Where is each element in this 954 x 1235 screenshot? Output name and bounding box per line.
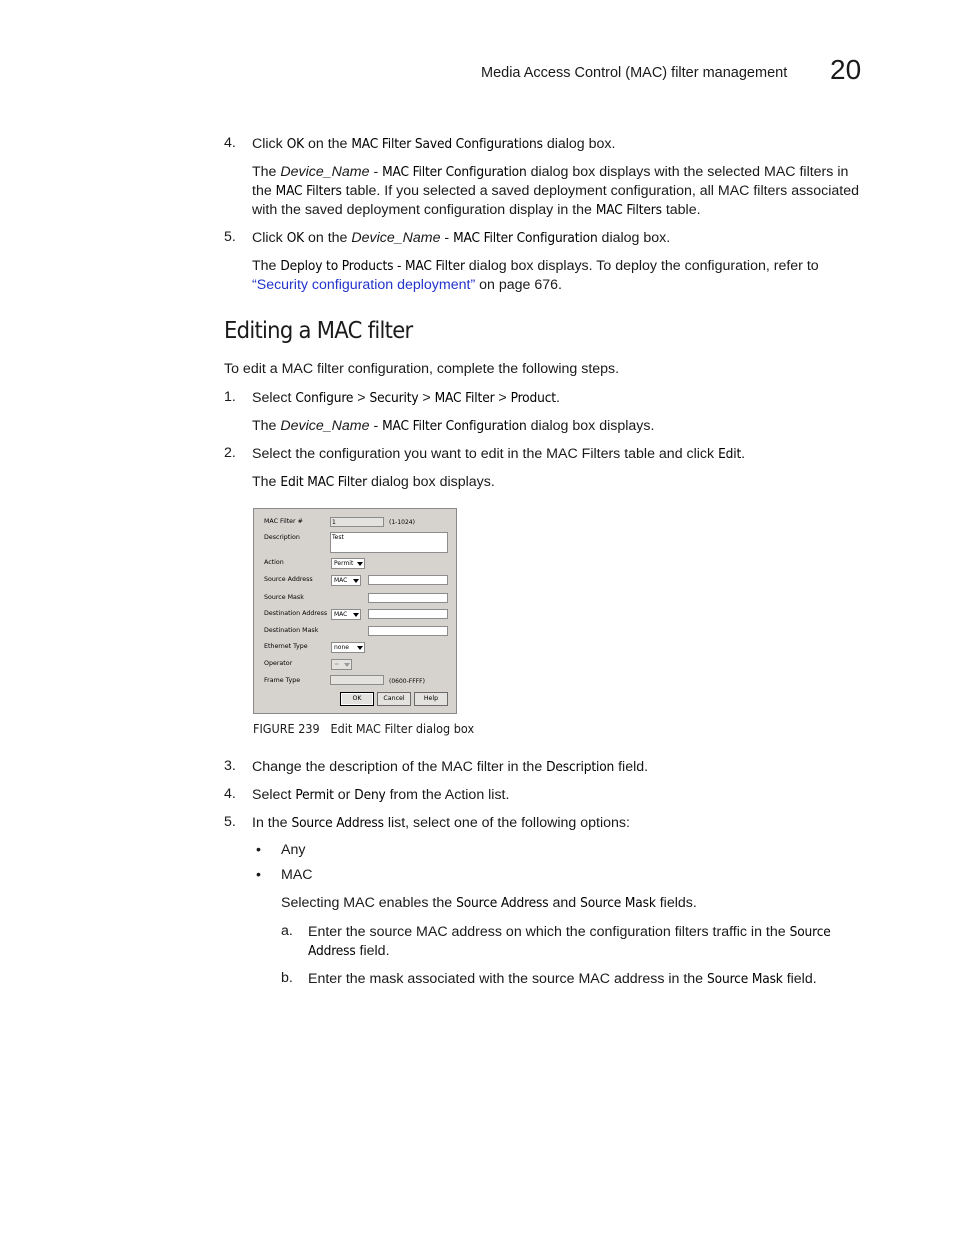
chevron-down-icon [344,663,350,667]
destination-address-label: Destination Address [264,610,328,617]
ok-button[interactable]: OK [340,692,374,706]
frame-type-label: Frame Type [264,677,301,684]
edit-step-3-text: Change the description of the MAC filter in the Description field. [252,759,649,775]
sub-step-a-text: Enter the source MAC address on which the configuration filters traffic in the Source Address field. [308,924,831,959]
source-address-field[interactable] [368,575,448,585]
edit-step-5-text: In the Source Address list, select one of the following options: [252,815,630,831]
edit-step-2-text: Select the configuration you want to edit in the MAC Filters table and click Edit. [252,446,746,462]
source-mask-field[interactable] [368,593,448,603]
step-5-description: The Deploy to Products - MAC Filter dialog box displays. To deploy the configuration, refer to “Security configuration deployment” on page 676. [252,258,819,293]
bullet: • [256,842,261,858]
help-button[interactable]: Help [414,692,448,706]
sub-step-letter: a. [281,923,293,939]
edit-step-1-description: The Device_Name - MAC Filter Configuration dialog box displays. [252,418,655,434]
mac-filter-number-range: (1-1024) [389,519,415,526]
chevron-down-icon [357,562,363,566]
operator-select[interactable]: = [331,659,352,670]
chapter-number: 20 [830,54,862,85]
edit-step-2-description: The Edit MAC Filter dialog box displays. [252,474,495,490]
edit-mac-filter-dialog [253,508,457,714]
step-number: 5. [224,814,236,830]
cross-reference-link[interactable]: “Security configuration deployment” [252,277,476,293]
description-label: Description [264,534,300,541]
chevron-down-icon [353,613,359,617]
destination-address-type-select[interactable]: MAC [331,609,361,620]
ethernet-type-select[interactable]: none [331,642,365,653]
chevron-down-icon [357,646,363,650]
sub-step-b-text: Enter the mask associated with the source MAC address in the Source Mask field. [308,971,817,987]
action-select[interactable]: Permit [331,558,365,569]
section-intro: To edit a MAC filter configuration, complete the following steps. [224,361,620,377]
frame-type-field[interactable] [330,675,384,685]
sub-step-letter: b. [281,970,293,986]
step-number: 2. [224,445,236,461]
ethernet-type-label: Ethernet Type [264,643,308,650]
step-4-text: Click OK on the MAC Filter Saved Configurations dialog box. [252,136,616,152]
step-number: 4. [224,135,236,151]
mac-filter-number-field[interactable]: 1 [330,517,384,527]
mac-filter-number-label: MAC Filter # [264,518,303,525]
figure-caption [253,721,474,736]
step-4-description: The Device_Name - MAC Filter Configuration dialog box displays with the selected MAC filters in the MAC Filters table. If you selected a saved deployment configuration, all MAC filters associated with the saved deployment configuration display in the MAC Filters table. [252,164,860,218]
edit-step-4-text: Select Permit or Deny from the Action list. [252,787,510,803]
list-item: MAC [281,867,313,883]
frame-type-range: (0600-FFFF) [389,678,425,685]
bullet: • [256,867,261,883]
source-address-type-select[interactable]: MAC [331,575,361,586]
figure-label: FIGURE 239 [253,721,320,736]
edit-step-1-text: Select Configure > Security > MAC Filter > Product. [252,390,560,406]
running-header-title: Media Access Control (MAC) filter management [481,65,788,81]
section-heading: Editing a MAC filter [224,318,413,344]
list-item: Any [281,842,306,858]
chevron-down-icon [353,579,359,583]
destination-mask-field[interactable] [368,626,448,636]
figure-caption-text: Edit MAC Filter dialog box [330,721,475,736]
action-label: Action [264,559,284,566]
cancel-button[interactable]: Cancel [377,692,411,706]
step-number: 5. [224,229,236,245]
operator-label: Operator [264,660,293,667]
mac-note: Selecting MAC enables the Source Address and Source Mask fields. [281,895,697,911]
step-number: 4. [224,786,236,802]
destination-address-field[interactable] [368,609,448,619]
source-mask-label: Source Mask [264,594,304,601]
destination-mask-label: Destination Mask [264,627,319,634]
description-field[interactable]: Test [330,532,448,553]
step-5-text: Click OK on the Device_Name - MAC Filter Configuration dialog box. [252,230,671,246]
step-number: 1. [224,389,236,405]
source-address-label: Source Address [264,576,313,583]
step-number: 3. [224,758,236,774]
